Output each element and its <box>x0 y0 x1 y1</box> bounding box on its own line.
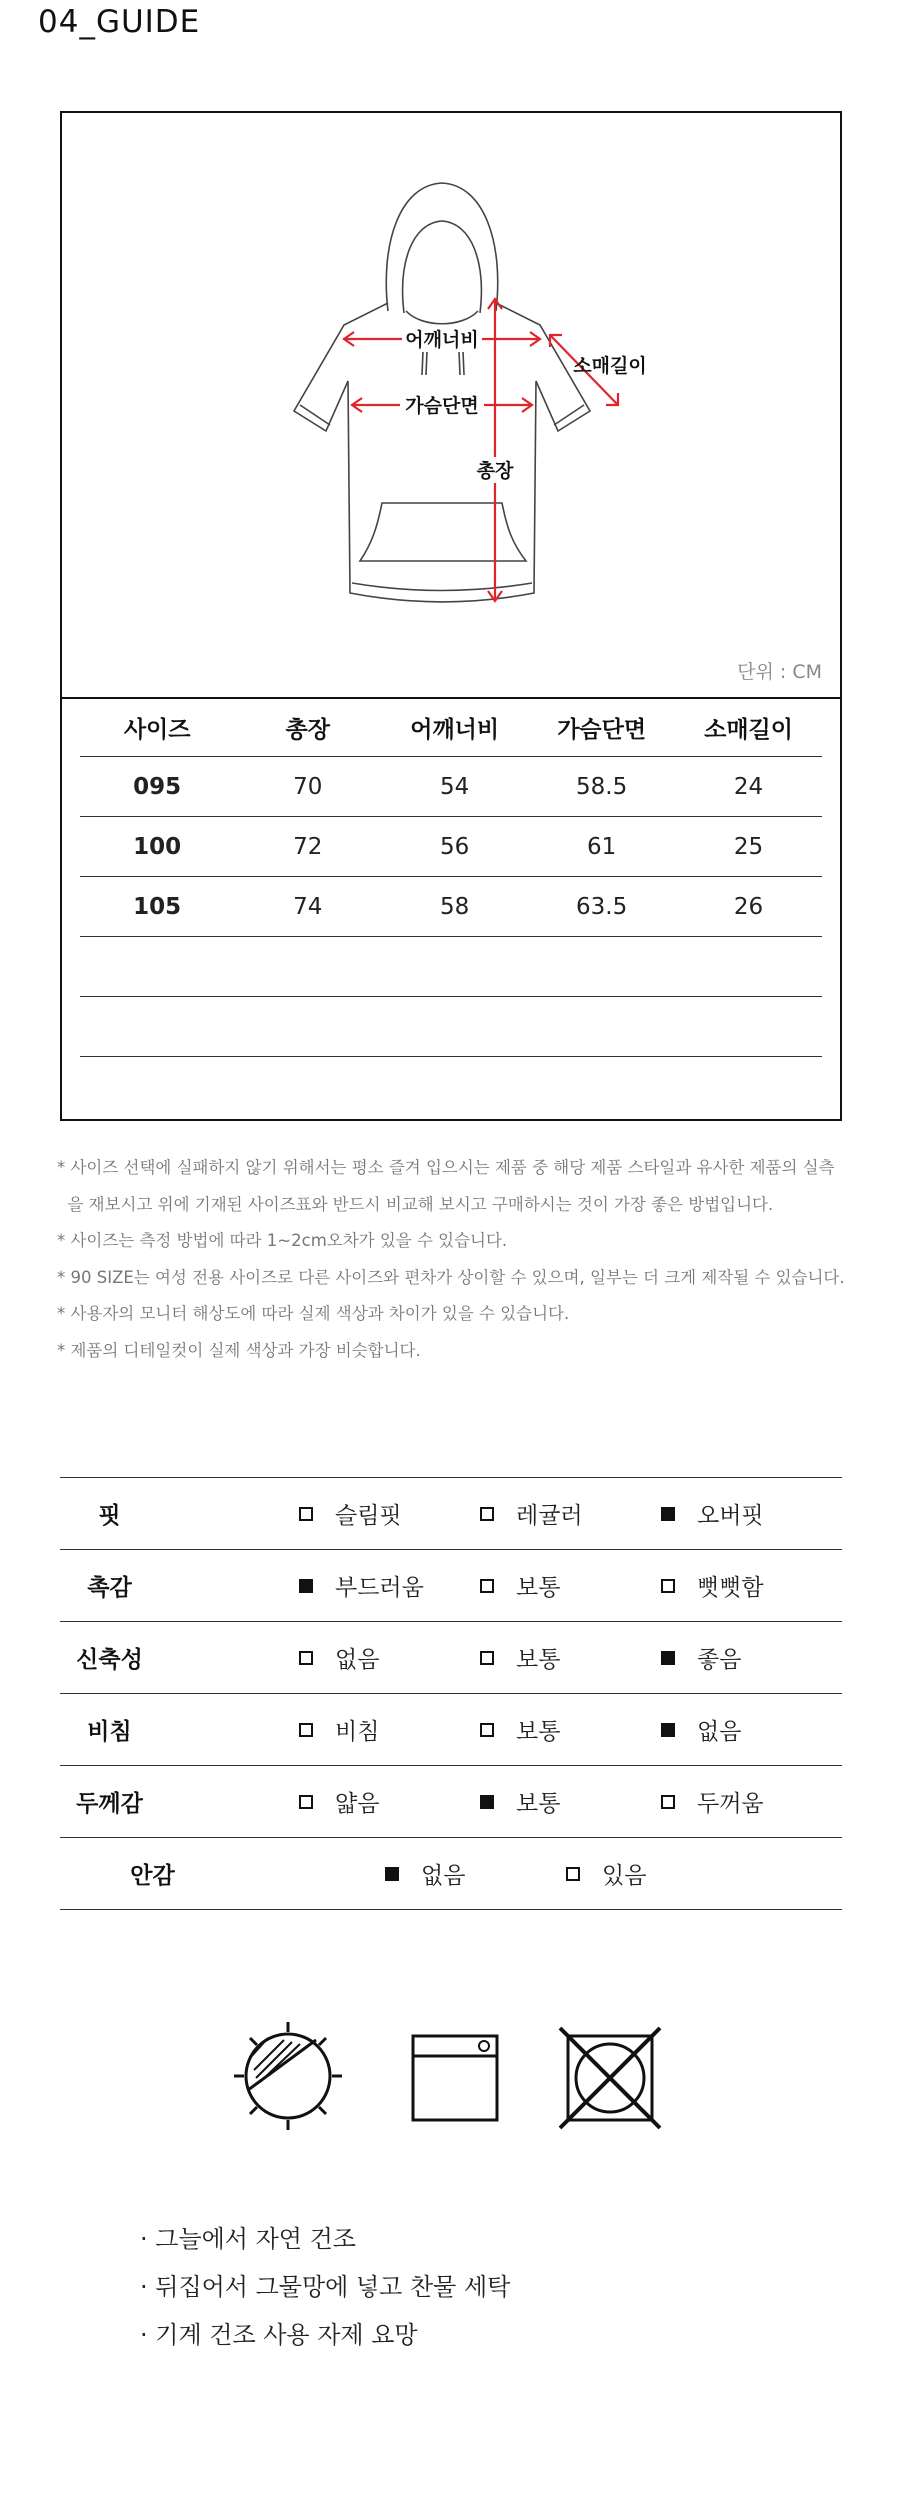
feel-option: 좋음 <box>661 1641 842 1674</box>
feel-row-stretch <box>60 1622 842 1694</box>
checkbox-icon <box>661 1795 675 1809</box>
care-instructions <box>140 2215 510 2359</box>
feel-label: 신축성 <box>76 1647 143 1673</box>
checkbox-icon <box>299 1795 313 1809</box>
size-table-header <box>80 699 822 757</box>
value-cell: 26 <box>733 893 764 920</box>
note-line: * 사이즈는 측정 방법에 따라 1~2cm오차가 있을 수 있습니다. <box>57 1231 508 1250</box>
feel-option: 보통 <box>480 1713 661 1746</box>
header-cell: 총장 <box>285 717 330 743</box>
checkbox-checked-icon <box>299 1579 313 1593</box>
header-cell: 가슴단면 <box>557 717 647 743</box>
header-cell: 어깨너비 <box>410 717 500 743</box>
feel-option: 보통 <box>480 1641 661 1674</box>
note-line: * 제품의 디테일컷이 실제 색상과 가장 비슷합니다. <box>57 1340 421 1360</box>
feel-option: 슬림핏 <box>299 1497 480 1530</box>
value-cell: 25 <box>733 833 764 860</box>
label-chest: 가슴단면 <box>405 395 479 417</box>
feel-row-sheer <box>60 1694 842 1766</box>
feel-label: 촉감 <box>87 1575 132 1601</box>
feel-option: 없음 <box>299 1641 480 1674</box>
checkbox-icon <box>480 1651 494 1665</box>
checkbox-checked-icon <box>480 1795 494 1809</box>
value-cell: 56 <box>440 833 470 860</box>
note-line: * 사용자의 모니터 해상도에 따라 실제 색상과 차이가 있을 수 있습니다. <box>57 1304 570 1323</box>
feel-label: 비침 <box>87 1719 132 1745</box>
washing-machine-icon <box>413 2036 497 2120</box>
checkbox-checked-icon <box>661 1507 675 1521</box>
value-cell: 63.5 <box>576 893 628 920</box>
checkbox-icon <box>299 1507 313 1521</box>
checkbox-checked-icon <box>385 1867 399 1881</box>
header-cell: 소매길이 <box>704 717 793 743</box>
empty-table-row <box>80 937 822 997</box>
care-line: · 기계 건조 사용 자제 요망 <box>140 2321 418 2349</box>
feel-label: 안감 <box>130 1863 175 1889</box>
feel-option: 부드러움 <box>299 1569 480 1602</box>
value-cell: 58 <box>440 893 470 920</box>
page-title: 04_GUIDE <box>38 4 201 40</box>
value-cell: 54 <box>440 773 470 800</box>
value-cell: 58.5 <box>576 773 628 800</box>
feel-option: 비침 <box>299 1713 480 1746</box>
size-notes <box>57 1150 877 1369</box>
table-row <box>80 817 822 877</box>
no-tumble-dry-icon <box>560 2028 660 2128</box>
checkbox-icon <box>480 1723 494 1737</box>
checkbox-icon <box>566 1867 580 1881</box>
feel-option: 있음 <box>566 1857 747 1890</box>
feel-option: 보통 <box>480 1785 661 1818</box>
label-length: 총장 <box>476 460 514 482</box>
checkbox-icon <box>480 1507 494 1521</box>
feel-label: 핏 <box>98 1503 121 1529</box>
label-sleeve: 소매길이 <box>573 355 647 377</box>
note-line: 을 재보시고 위에 기재된 사이즈표와 반드시 비교해 보시고 구매하시는 것이 가장 좋은 방법입니다. <box>57 1194 774 1214</box>
empty-table-row <box>80 1057 822 1117</box>
table-row <box>80 757 822 817</box>
size-cell: 105 <box>133 893 182 920</box>
checkbox-checked-icon <box>661 1651 675 1665</box>
value-cell: 74 <box>293 893 323 920</box>
feel-row-thickness <box>60 1766 842 1838</box>
value-cell: 72 <box>293 833 323 860</box>
care-line: · 그늘에서 자연 건조 <box>140 2225 356 2253</box>
feel-option: 없음 <box>385 1857 566 1890</box>
feel-row-touch <box>60 1550 842 1622</box>
value-cell: 70 <box>293 773 323 800</box>
feel-option: 뻣뻣함 <box>661 1569 842 1602</box>
feel-option: 보통 <box>480 1569 661 1602</box>
note-line: * 90 SIZE는 여성 전용 사이즈로 다른 사이즈와 편차가 상이할 수 있으며, 일부는 더 크게 제작될 수 있습니다. <box>57 1267 845 1287</box>
checkbox-icon <box>299 1723 313 1737</box>
size-guide-box <box>60 111 842 1121</box>
shade-dry-icon <box>234 2022 342 2130</box>
table-row <box>80 877 822 937</box>
value-cell: 61 <box>586 833 617 860</box>
size-table <box>80 699 822 1117</box>
checkbox-icon <box>480 1579 494 1593</box>
unit-label: 단위 : CM <box>737 661 822 683</box>
feel-option: 오버핏 <box>661 1497 842 1530</box>
checkbox-icon <box>299 1651 313 1665</box>
header-cell: 사이즈 <box>123 717 191 743</box>
care-icons <box>230 2018 670 2142</box>
feel-row-fit <box>60 1478 842 1550</box>
empty-table-row <box>80 997 822 1057</box>
label-shoulder: 어깨너비 <box>405 329 479 351</box>
fabric-feel-table <box>60 1477 842 1910</box>
care-line: · 뒤집어서 그물망에 넣고 찬물 세탁 <box>140 2273 511 2301</box>
value-cell: 24 <box>733 773 764 800</box>
feel-option: 레귤러 <box>480 1497 661 1530</box>
hoodie-diagram <box>62 113 840 699</box>
feel-label: 두께감 <box>76 1791 143 1817</box>
checkbox-icon <box>661 1579 675 1593</box>
hoodie-illustration <box>62 113 840 699</box>
note-line: * 사이즈 선택에 실패하지 않기 위해서는 평소 즐겨 입으시는 제품 중 해당 제품 스타일과 유사한 제품의 실측 <box>57 1158 835 1177</box>
feel-option: 없음 <box>661 1713 842 1746</box>
size-cell: 095 <box>133 773 182 800</box>
checkbox-checked-icon <box>661 1723 675 1737</box>
feel-option: 두꺼움 <box>661 1785 842 1818</box>
feel-row-lining <box>60 1838 842 1910</box>
feel-option: 얇음 <box>299 1785 480 1818</box>
size-cell: 100 <box>133 833 182 860</box>
